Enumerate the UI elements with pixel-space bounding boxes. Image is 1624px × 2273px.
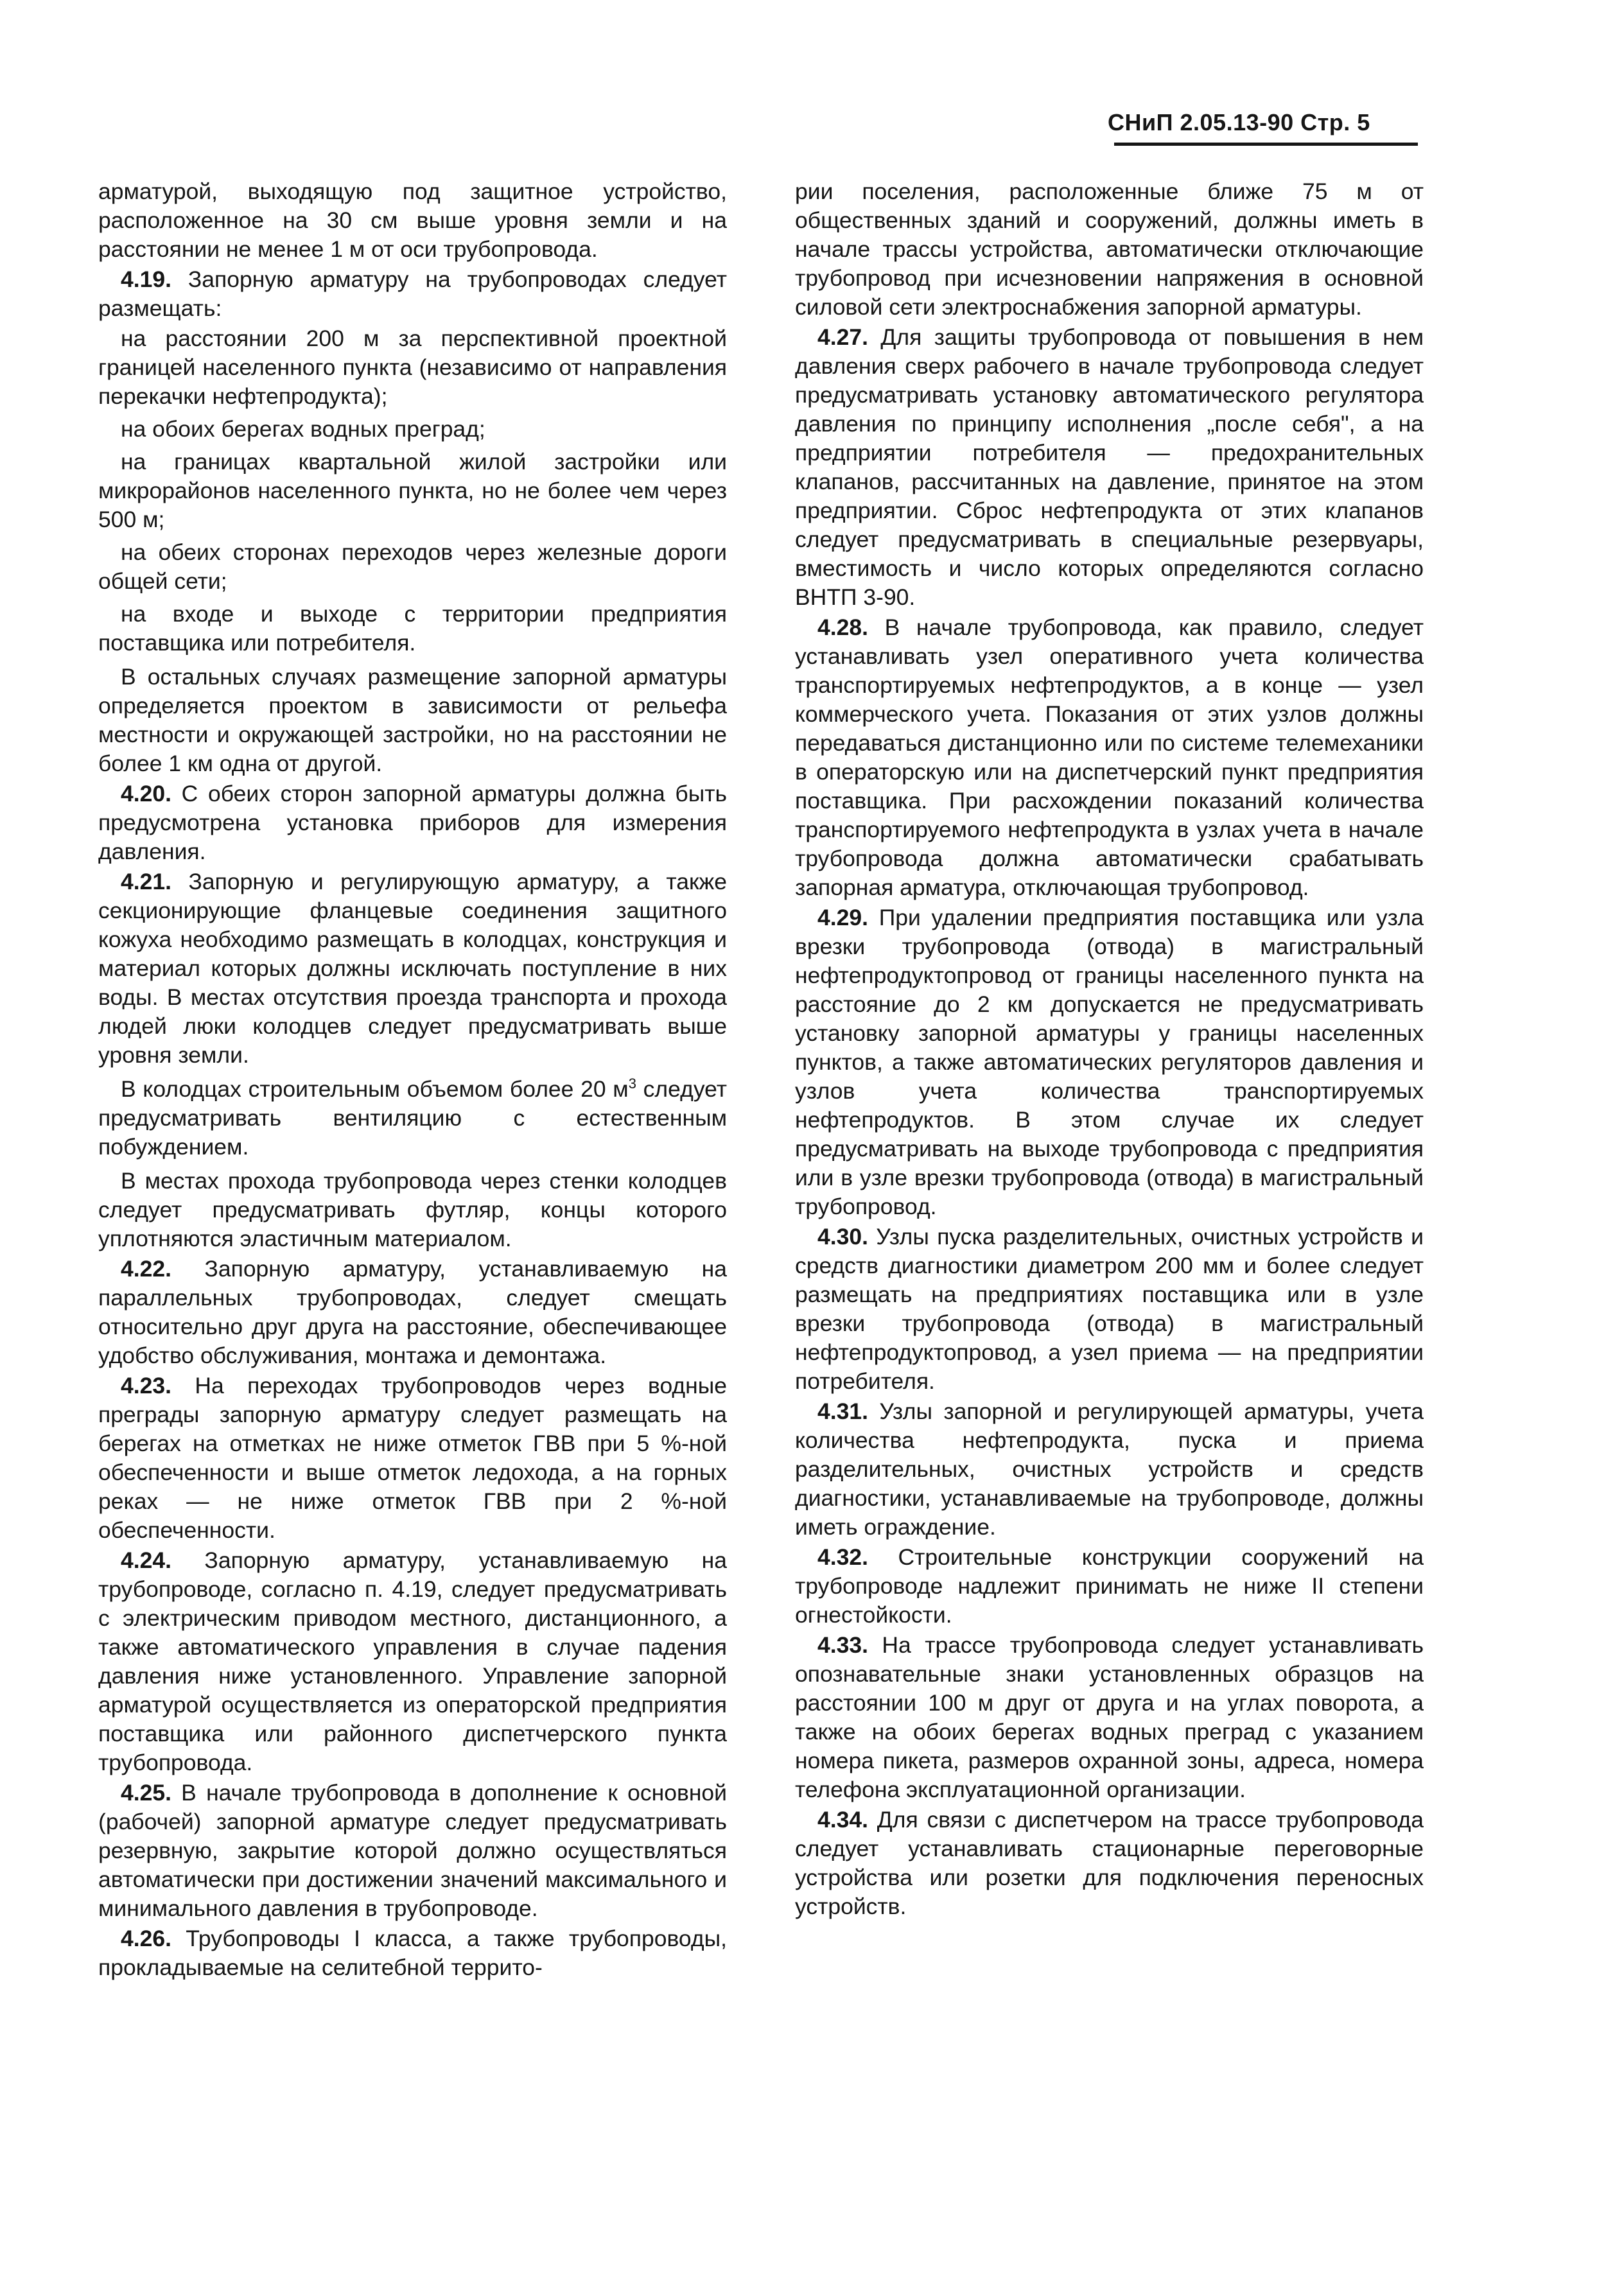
section-number: 4.20.: [121, 781, 171, 806]
paragraph: [98, 1075, 727, 1162]
paragraph-text: В колодцах строительным объемом более 20 м: [121, 1076, 629, 1102]
section-4-24: [98, 1546, 727, 1777]
section-number: 4.27.: [817, 324, 868, 350]
section-text: Строительные конструкции сооружений на трубопроводе надлежит принимать не ниже II степени огнестойкости.: [795, 1544, 1424, 1628]
section-text: Запорную арматуру, устанавливаемую на трубопроводе, согласно п. 4.19, следует предусматривать с электрическим приводом местного, дистанционного, а также автоматического управления в случае падения давления ниже установленного. Управление запорной арматурой осуществляется из операторской предприятия поставщика или районного диспетчерского пункта трубопровода.: [98, 1547, 727, 1775]
paragraph: В местах прохода трубопровода через стенки колодцев следует предусматривать футляр, концы которого уплотняются эластичным материалом.: [98, 1168, 727, 1251]
paragraph-text: следует предусматривать вентиляцию с естественным побуждением.: [98, 1076, 727, 1160]
section-4-26: [98, 1924, 727, 1982]
left-column: [98, 177, 727, 1983]
section-number: 4.30.: [817, 1224, 868, 1250]
header-rule: [1114, 143, 1418, 146]
section-number: 4.26.: [121, 1926, 171, 1951]
section-text: При удалении предприятия поставщика или узла врезки трубопровода (отвода) в магистральный нефтепродуктопровод от границы населенного пункта на расстояние до 2 км допускается не предусматривать установку запорной арматуры у границы населенных пунктов, а также автоматических регуляторов давления и узлов учета количества транспортируемых нефтепродуктов. В этом случае их следует предусматривать на выходе трубопровода с предприятия или в узле врезки трубопровода (отвода) в магистральный трубопровод.: [795, 905, 1424, 1219]
section-4-19: [98, 265, 727, 323]
section-text: Запорную арматуру на трубопроводах следует размещать:: [98, 266, 727, 321]
section-text: Запорную арматуру, устанавливаемую на параллельных трубопроводах, следует смещать относительно друг друга на расстояние, обеспечивающее удобство обслуживания, монтажа и демонтажа.: [98, 1256, 727, 1368]
section-text: С обеих сторон запорной арматуры должна быть предусмотрена установка приборов для измерения давления.: [98, 781, 727, 864]
section-number: 4.33.: [817, 1632, 868, 1658]
paragraph: В остальных случаях размещение запорной арматуры определяется проектом в зависимости от рельефа местности и окружающей застройки, но на расстоянии не более 1 км одна от другой.: [98, 664, 727, 776]
section-number: 4.21.: [121, 869, 171, 894]
section-4-31: [795, 1397, 1424, 1542]
section-number: 4.32.: [817, 1544, 868, 1570]
section-text: На переходах трубопроводов через водные преграды запорную арматуру следует размещать на берегах на отметках не ниже отметок ГВВ при 5 %-ной обеспеченности и выше отметок ледохода, а на горных реках — не ниже отметок ГВВ при 2 %-ной обеспеченности.: [98, 1373, 727, 1543]
section-text: Трубопроводы I класса, а также трубопроводы, прокладываемые на селитебной террито-: [98, 1926, 727, 1980]
section-4-22: [98, 1255, 727, 1370]
section-4-34: [795, 1806, 1424, 1921]
list-item: на расстоянии 200 м за перспективной проектной границей населенного пункта (независимо от направления перекачки нефтепродукта);: [98, 326, 727, 409]
section-number: 4.31.: [817, 1398, 868, 1424]
section-4-32: [795, 1543, 1424, 1630]
section-text: Запорную и регулирующую арматуру, а также секционирующие фланцевые соединения защитного кожуха необходимо размещать в колодцах, конструкция и материал которых должны исключать поступление в них воды. В местах отсутствия проезда транспорта и прохода людей люки колодцев следует предусматривать выше уровня земли.: [98, 869, 727, 1068]
section-number: 4.22.: [121, 1256, 171, 1282]
section-text: На трассе трубопровода следует устанавливать опознавательные знаки установленных образцов на расстоянии 100 м друг от друга и на углах поворота, а также на обоих берегах водных преград с указанием номера пикета, размеров охранной зоны, адреса, номера телефона эксплуатационной организации.: [795, 1632, 1424, 1802]
section-text: В начале трубопровода в дополнение к основной (рабочей) запорной арматуре следует предусматривать резервную, закрытие которой должно осуществляться автоматически при достижении значений максимального и минимального давления в трубопроводе.: [98, 1780, 727, 1921]
section-text: Узлы запорной и регулирующей арматуры, учета количества нефтепродукта, пуска и приема разделительных, очистных устройств и средств диагностики, устанавливаемые на трубопроводе, должны иметь ограждение.: [795, 1398, 1424, 1540]
section-4-33: [795, 1631, 1424, 1804]
paragraph-continuation: арматурой, выходящую под защитное устройство, расположенное на 30 см выше уровня земли и на расстоянии не менее 1 м от оси трубопровода.: [98, 179, 727, 262]
section-4-25: [98, 1779, 727, 1923]
right-column: [795, 177, 1424, 1922]
section-text: Для связи с диспетчером на трассе трубопровода следует устанавливать стационарные переговорные устройства или розетки для подключения переносных устройств.: [795, 1807, 1424, 1919]
section-text: Узлы пуска разделительных, очистных устройств и средств диагностики диаметром 200 мм и более следует размещать на предприятиях поставщика или в узле врезки трубопровода (отвода) в магистральный нефтепродуктопровод, а узел приема — на предприятии потребителя.: [795, 1224, 1424, 1394]
section-number: 4.28.: [817, 614, 868, 640]
section-4-23: [98, 1372, 727, 1545]
section-4-29: [795, 903, 1424, 1221]
section-4-27: [795, 323, 1424, 612]
list-item: на входе и выходе с территории предприятия поставщика или потребителя.: [98, 601, 727, 656]
section-text: В начале трубопровода, как правило, следует устанавливать узел оперативного учета количества транспортируемых нефтепродуктов, а в конце — узел коммерческого учета. Показания от этих узлов должны передаваться дистанционно или по системе телемеханики в операторскую или на диспетчерский пункт предприятия поставщика. При расхождении показаний количества транспортируемого нефтепродукта в узлах учета в начале трубопровода должна автоматически срабатывать запорная арматура, отключающая трубопровод.: [795, 614, 1424, 900]
section-4-30: [795, 1223, 1424, 1396]
list-item: на обоих берегах водных преград;: [121, 416, 485, 442]
superscript: 3: [628, 1076, 636, 1092]
section-4-20: [98, 779, 727, 866]
page-header: СНиП 2.05.13-90 Стр. 5: [1108, 109, 1370, 135]
paragraph-continuation: рии поселения, расположенные ближе 75 м от общественных зданий и сооружений, должны иметь в начале трассы устройства, автоматически отключающие трубопровод при исчезновении напряжения в основной силовой сети электроснабжения запорной арматуры.: [795, 179, 1424, 320]
section-text: Для защиты трубопровода от повышения в нем давления сверх рабочего в начале трубопровода следует предусматривать установку автоматического регулятора давления по принципу исполнения „после себя", а на предприятии потребителя — предохранительных клапанов, рассчитанных на давление, принятое на этом предприятии. Сброс нефтепродукта от этих клапанов следует предусматривать в специальные резервуары, вместимость и число которых определяются согласно ВНТП 3-90.: [795, 324, 1424, 610]
section-number: 4.23.: [121, 1373, 171, 1398]
section-4-28: [795, 613, 1424, 902]
section-number: 4.24.: [121, 1547, 171, 1573]
section-number: 4.29.: [817, 905, 868, 930]
section-4-21: [98, 867, 727, 1070]
list-item: на границах квартальной жилой застройки или микрорайонов населенного пункта, но не более чем через 500 м;: [98, 449, 727, 532]
section-number: 4.19.: [121, 266, 171, 292]
section-number: 4.25.: [121, 1780, 171, 1806]
list-item: на обеих сторонах переходов через железные дороги общей сети;: [98, 539, 727, 594]
section-number: 4.34.: [817, 1807, 868, 1833]
